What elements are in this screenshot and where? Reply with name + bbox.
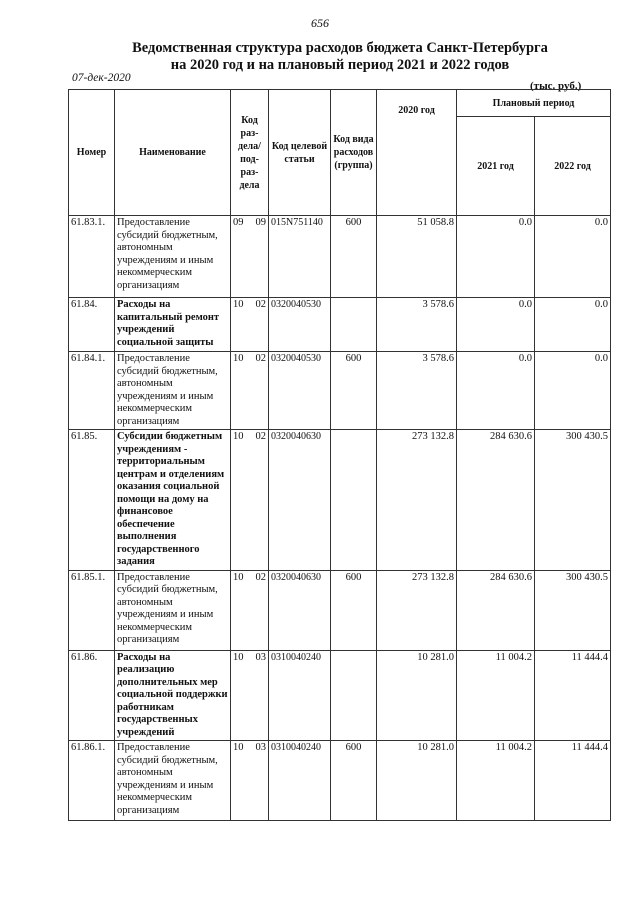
row-amount-2020: 10 281.0 [377, 741, 457, 821]
table-row [69, 570, 611, 650]
row-target-code: 015N751140 [269, 216, 331, 298]
row-target-code: 0320040630 [269, 570, 331, 650]
row-expense-type: 600 [331, 570, 377, 650]
units-label: (тыс. руб.) [530, 80, 582, 92]
row-section: 10 [233, 431, 244, 442]
row-section-code [231, 650, 269, 741]
table-row [69, 216, 611, 298]
row-section: 10 [233, 742, 244, 753]
row-subsection: 09 [255, 217, 266, 228]
header-2020: 2020 год [377, 90, 457, 216]
row-amount-2020: 3 578.6 [377, 352, 457, 430]
table-row [69, 298, 611, 352]
row-expense-type [331, 430, 377, 571]
row-target-code: 0320040630 [269, 430, 331, 571]
row-expense-type [331, 298, 377, 352]
header-2021: 2021 год [457, 117, 535, 216]
row-amount-2022: 300 430.5 [535, 430, 611, 571]
row-amount-2022: 300 430.5 [535, 570, 611, 650]
row-amount-2021: 284 630.6 [457, 570, 535, 650]
row-amount-2021: 11 004.2 [457, 741, 535, 821]
row-section: 10 [233, 651, 244, 663]
row-amount-2022: 0.0 [535, 352, 611, 430]
row-subsection: 02 [255, 431, 266, 442]
row-amount-2021: 0.0 [457, 298, 535, 352]
row-number: 61.84. [69, 298, 115, 352]
row-name: Расходы на реализацию дополнительных мер социальной поддержки работникам государственных учреждений [115, 650, 231, 741]
page-number: 656 [311, 16, 329, 30]
row-name: Субсидии бюджетным учреждениям - территориальным центрам и отделениям оказания социальной помощи на дому на финансовое обеспечение выполнения государственного задания [115, 430, 231, 571]
row-section: 09 [233, 217, 244, 228]
row-number: 61.86. [69, 650, 115, 741]
header-expense-type: Код вида расходов (группа) [331, 90, 377, 216]
row-amount-2020: 10 281.0 [377, 650, 457, 741]
row-amount-2020: 273 132.8 [377, 430, 457, 571]
row-subsection: 02 [255, 353, 266, 364]
row-target-code: 0320040530 [269, 298, 331, 352]
document-title [80, 40, 600, 74]
row-number: 61.84.1. [69, 352, 115, 430]
row-expense-type: 600 [331, 352, 377, 430]
row-name: Предоставление субсидий бюджетным, автономным учреждениям и иным некоммерческим организациям [115, 741, 231, 821]
document-date: 07-дек-2020 [72, 72, 131, 84]
row-name: Предоставление субсидий бюджетным, автономным учреждениям и иным некоммерческим организациям [115, 570, 231, 650]
row-amount-2020: 3 578.6 [377, 298, 457, 352]
header-planned-period: Плановый период [457, 90, 611, 117]
row-amount-2022: 11 444.4 [535, 741, 611, 821]
row-section-code [231, 352, 269, 430]
header-number: Номер [69, 90, 115, 216]
title-line-2: на 2020 год и на плановый период 2021 и 2022 годов [170, 57, 510, 73]
header-section: Код раз- дела/ под- раз- дела [231, 90, 269, 216]
row-section-code [231, 216, 269, 298]
row-target-code: 0320040530 [269, 352, 331, 430]
row-number: 61.86.1. [69, 741, 115, 821]
row-subsection: 03 [255, 742, 266, 753]
table-row [69, 430, 611, 571]
row-amount-2022: 0.0 [535, 216, 611, 298]
header-2022: 2022 год [535, 117, 611, 216]
row-section: 10 [233, 571, 244, 583]
table-row [69, 741, 611, 821]
row-number: 61.85. [69, 430, 115, 571]
row-amount-2021: 284 630.6 [457, 430, 535, 571]
row-name: Расходы на капитальный ремонт учреждений социальной защиты [115, 298, 231, 352]
row-expense-type: 600 [331, 216, 377, 298]
row-section-code [231, 430, 269, 571]
row-number: 61.85.1. [69, 570, 115, 650]
row-name: Предоставление субсидий бюджетным, автономным учреждениям и иным некоммерческим организациям [115, 216, 231, 298]
row-amount-2021: 0.0 [457, 352, 535, 430]
row-section-code [231, 741, 269, 821]
row-name: Предоставление субсидий бюджетным, автономным учреждениям и иным некоммерческим организациям [115, 352, 231, 430]
row-amount-2021: 0.0 [457, 216, 535, 298]
header-name: Наименование [115, 90, 231, 216]
table-row [69, 352, 611, 430]
row-section: 10 [233, 353, 244, 364]
row-subsection: 02 [255, 571, 266, 583]
row-subsection: 03 [255, 651, 266, 663]
row-expense-type: 600 [331, 741, 377, 821]
row-amount-2021: 11 004.2 [457, 650, 535, 741]
row-section: 10 [233, 299, 244, 310]
row-amount-2022: 0.0 [535, 298, 611, 352]
row-number: 61.83.1. [69, 216, 115, 298]
row-amount-2020: 273 132.8 [377, 570, 457, 650]
table-row [69, 650, 611, 741]
header-target-article: Код целевой статьи [269, 90, 331, 216]
row-subsection: 02 [255, 299, 266, 310]
row-expense-type [331, 650, 377, 741]
row-section-code [231, 570, 269, 650]
row-target-code: 0310040240 [269, 650, 331, 741]
row-amount-2022: 11 444.4 [535, 650, 611, 741]
row-section-code [231, 298, 269, 352]
title-line-1: Ведомственная структура расходов бюджета Санкт-Петербурга [132, 40, 548, 56]
budget-table [68, 89, 611, 821]
row-amount-2020: 51 058.8 [377, 216, 457, 298]
row-target-code: 0310040240 [269, 741, 331, 821]
